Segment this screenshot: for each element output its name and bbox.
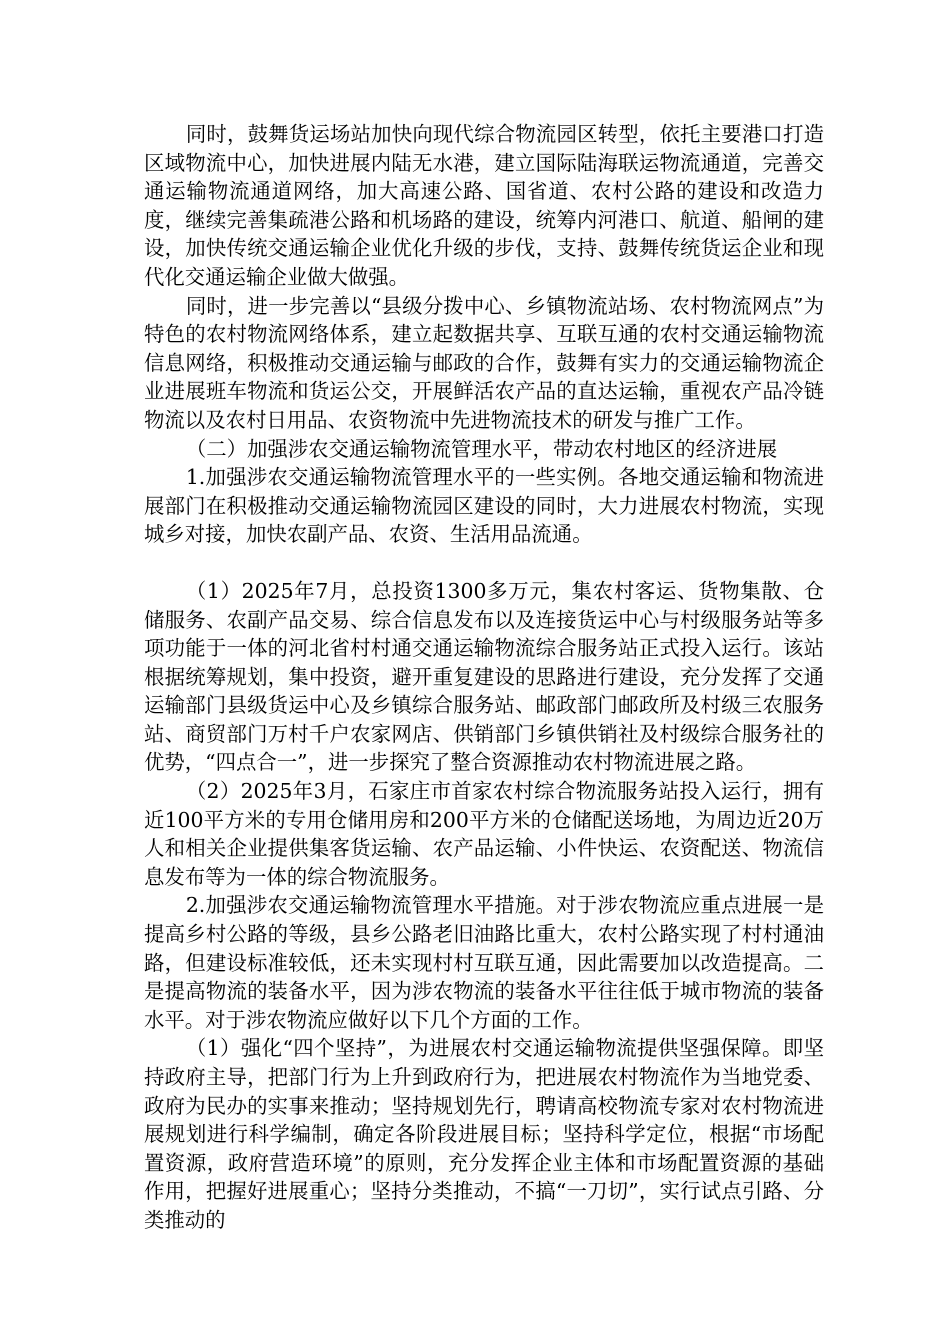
paragraph-examples-intro: 1.加强涉农交通运输物流管理水平的一些实例。各地交通运输和物流进展部门在积极推动交通运输物流园区建设的同时，大力进展农村物流，实现城乡对接，加快农副产品、农资、生活用品流通。 <box>144 465 824 547</box>
document-body <box>144 120 824 1235</box>
paragraph-measures: 2.加强涉农交通运输物流管理水平措施。对于涉农物流应重点进展一是提高乡村公路的等级，县乡公路老旧油路比重大，农村公路实现了村村通油路，但建设标准较低，还未实现村村互联互通，因此需要加以改造提高。二是提高物流的装备水平，因为涉农物流的装备水平往往低于城市物流的装备水平。对于涉农物流应做好以下几个方面的工作。 <box>144 893 824 1032</box>
paragraph-example-1: （1）2025年7月，总投资1300多万元，集农村客运、货物集散、仓储服务、农副产品交易、综合信息发布以及连接货运中心与村级服务站等多项功能于一体的河北省村村通交通运输物流综合服务站正式投入运行。该站根据统筹规划，集中投资，避开重复建设的思路进行建设，充分发挥了交通运输部门县级货运中心及乡镇综合服务站、邮政部门邮政所及村级三农服务站、商贸部门万村千户农家网店、供销部门乡镇供销社及村级综合服务社的优势，“四点合一”，进一步探究了整合资源推动农村物流进展之路。 <box>144 578 824 775</box>
paragraph-four-adherences: （1）强化“四个坚持”，为进展农村交通运输物流提供坚强保障。即坚持政府主导，把部门行为上升到政府行为，把进展农村物流作为当地党委、政府为民办的实事来推动；坚持规划先行，聘请高校物流专家对农村物流进展规划进行科学编制，确定各阶段进展目标；坚持科学定位，根据“市场配置资源，政府营造环境”的原则，充分发挥企业主体和市场配置资源的基础作用，把握好进展重心；坚持分类推动，不搞“一刀切”，实行试点引路、分类推动的 <box>144 1036 824 1232</box>
paragraph-spacer <box>144 549 824 577</box>
section-heading-2: （二）加强涉农交通运输物流管理水平，带动农村地区的经济进展 <box>185 436 778 461</box>
paragraph-example-2: （2）2025年3月，石家庄市首家农村综合物流服务站投入运行，拥有近100平方米的专用仓储用房和200平方米的仓储配送场地，为周边近20万人和相关企业提供集客货运输、农产品运输、小件快运、农资配送、物流信息发布等为一体的综合物流服务。 <box>144 779 824 889</box>
paragraph-hub-transformation: 同时，鼓舞货运场站加快向现代综合物流园区转型，依托主要港口打造区域物流中心，加快进展内陆无水港，建立国际陆海联运物流通道，完善交通运输物流通道网络，加大高速公路、国省道、农村公路的建设和改造力度，继续完善集疏港公路和机场路的建设，统筹内河港口、航道、船闸的建设，加快传统交通运输企业优化升级的步伐，支持、鼓舞传统货运企业和现代化交通运输企业做大做强。 <box>144 122 824 289</box>
paragraph-rural-network: 同时，进一步完善以“县级分拨中心、乡镇物流站场、农村物流网点”为特色的农村物流网络体系，建立起数据共享、互联互通的农村交通运输物流信息网络，积极推动交通运输与邮政的合作，鼓舞有实力的交通运输物流企业进展班车物流和货运公交，开展鲜活农产品的直达运输，重视农产品冷链物流以及农村日用品、农资物流中先进物流技术的研发与推广工作。 <box>144 293 824 432</box>
